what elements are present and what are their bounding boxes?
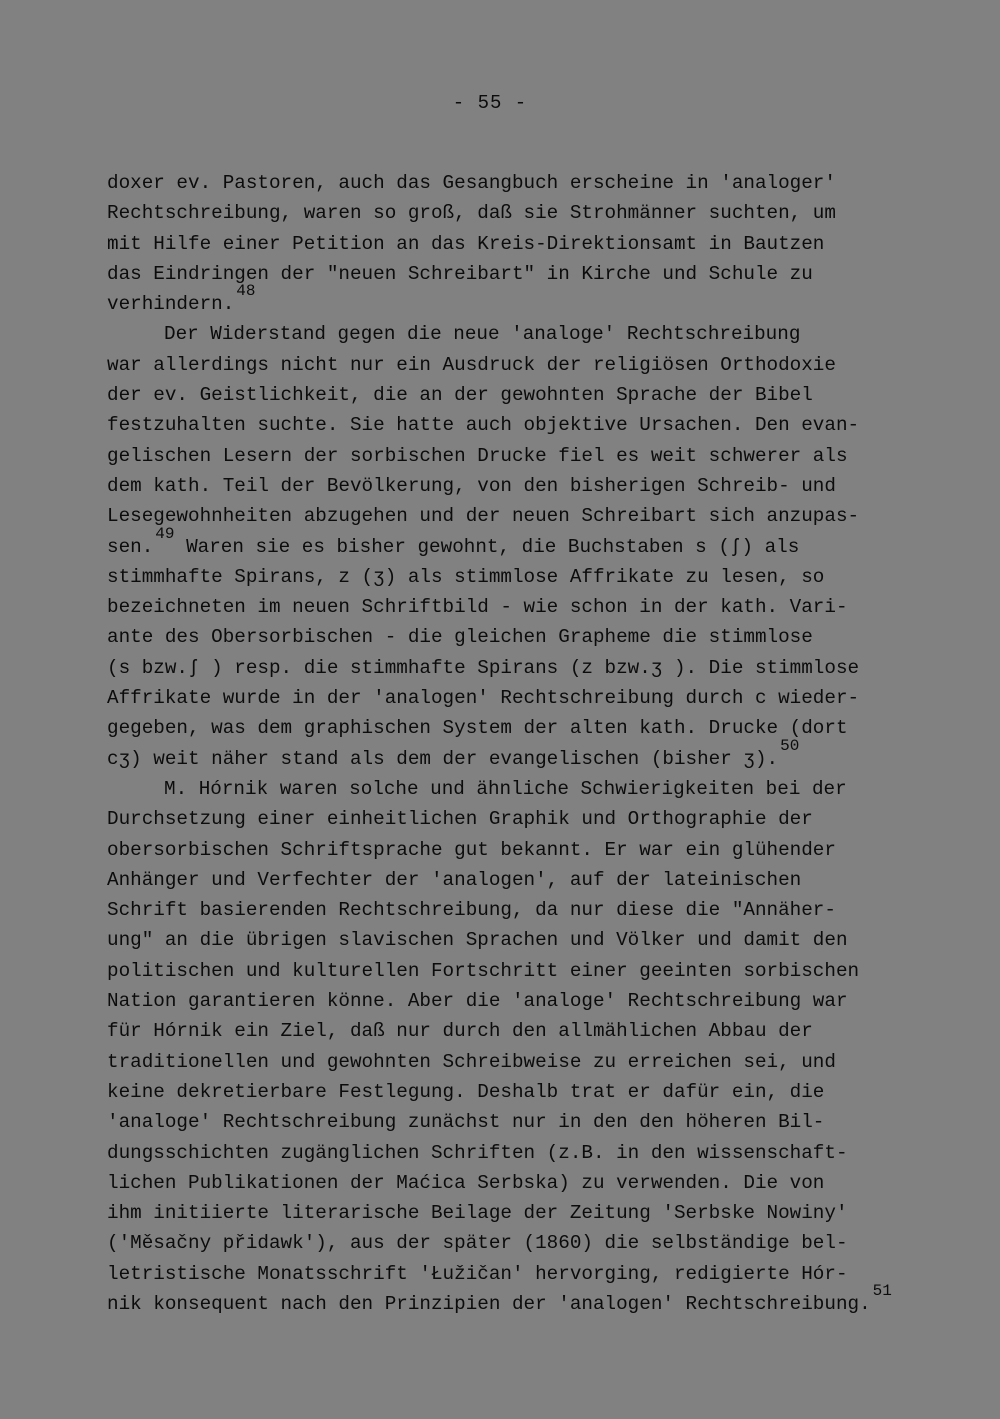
text-line: politischen und kulturellen Fortschritt einer geeinten sorbischen bbox=[107, 959, 860, 982]
text-line: gelischen Lesern der sorbischen Drucke fiel es weit schwerer als bbox=[107, 444, 848, 467]
text-line: (s bzw.ʃ ) resp. die stimmhafte Spirans (z bzw.ʒ ). Die stimmlose bbox=[107, 656, 860, 679]
text-line: lichen Publikationen der Maćica Serbska) zu verwenden. Die von bbox=[107, 1171, 825, 1194]
text-line: das Eindringen der "neuen Schreibart" in Kirche und Schule zu bbox=[107, 262, 813, 285]
text-line: ante des Obersorbischen - die gleichen Grapheme die stimmlose bbox=[107, 626, 813, 649]
text-line bbox=[107, 736, 907, 774]
text-line: traditionellen und gewohnten Schreibweise zu erreichen sei, und bbox=[107, 1050, 836, 1073]
text-segment: nik konsequent nach den Prinzipien der 'analogen' Rechtschreibung. bbox=[107, 1292, 871, 1315]
text-line: doxer ev. Pastoren, auch das Gesangbuch erscheine in 'analoger' bbox=[107, 172, 836, 194]
footnote-ref-48: 48 bbox=[236, 282, 256, 301]
text-line: stimmhafte Spirans, z (ʒ) als stimmlose Affrikate zu lesen, so bbox=[107, 565, 825, 588]
text-segment: Waren sie es bisher gewohnt, die Buchstaben s (ʃ) als bbox=[174, 535, 800, 558]
text-line: 'analoge' Rechtschreibung zunächst nur in den den höheren Bil- bbox=[107, 1111, 825, 1134]
text-line: dem kath. Teil der Bevölkerung, von den bisherigen Schreib- und bbox=[107, 474, 836, 497]
text-line: war allerdings nicht nur ein Ausdruck der religiösen Orthodoxie bbox=[107, 353, 836, 376]
text-line: M. Hórnik waren solche und ähnliche Schwierigkeiten bei der bbox=[164, 777, 847, 800]
text-line: bezeichneten im neuen Schriftbild - wie schon in der kath. Vari- bbox=[107, 596, 848, 619]
text-line bbox=[107, 282, 907, 319]
text-line: Rechtschreibung, waren so groß, daß sie Strohmänner suchten, um bbox=[107, 202, 836, 225]
text-line: ihm initiierte literarische Beilage der Zeitung 'Serbske Nowiny' bbox=[107, 1202, 848, 1225]
text-line: mit Hilfe einer Petition an das Kreis-Direktionsamt in Bautzen bbox=[107, 232, 825, 255]
text-line: für Hórnik ein Ziel, daß nur durch den allmählichen Abbau der bbox=[107, 1020, 813, 1043]
text-line: festzuhalten suchte. Sie hatte auch objektive Ursachen. Den evan- bbox=[107, 414, 860, 437]
text-line: ung" an die übrigen slavischen Sprachen und Völker und damit den bbox=[107, 929, 848, 952]
text-line: Nation garantieren könne. Aber die 'analoge' Rechtschreibung war bbox=[107, 990, 848, 1013]
footnote-ref-51: 51 bbox=[872, 1281, 892, 1300]
text-line: Anhänger und Verfechter der 'analogen', auf der lateinischen bbox=[107, 868, 802, 891]
text-line: letristische Monatsschrift 'Łužičan' hervorging, redigierte Hór- bbox=[107, 1262, 848, 1285]
text-line: dungsschichten zugänglichen Schriften (z.B. in den wissenschaft- bbox=[107, 1141, 848, 1164]
text-line: obersorbischen Schriftsprache gut bekannt. Er war ein glühender bbox=[107, 838, 836, 861]
text-line: Der Widerstand gegen die neue 'analoge' Rechtschreibung bbox=[164, 323, 801, 346]
body-text bbox=[107, 168, 907, 1319]
text-line: Lesegewohnheiten abzugehen und der neuen Schreibart sich anzupas- bbox=[107, 505, 860, 528]
text-line: keine dekretierbare Festlegung. Deshalb trat er dafür ein, die bbox=[107, 1080, 825, 1103]
text-segment: sen. bbox=[107, 535, 154, 558]
text-line: Affrikate wurde in der 'analogen' Rechtschreibung durch c wieder- bbox=[107, 687, 860, 710]
text-line: gegeben, was dem graphischen System der alten kath. Drucke (dort bbox=[107, 717, 848, 740]
footnote-ref-50: 50 bbox=[780, 736, 800, 755]
text-line: ('Měsačny přidawk'), aus der später (1860) die selbständige bel- bbox=[107, 1232, 848, 1255]
page-number: - 55 - bbox=[452, 92, 528, 114]
footnote-ref-49: 49 bbox=[155, 524, 175, 543]
text-line: Schrift basierenden Rechtschreibung, da nur diese die "Annäher- bbox=[107, 899, 836, 922]
text-line bbox=[107, 1281, 907, 1319]
text-line: der ev. Geistlichkeit, die an der gewohnten Sprache der Bibel bbox=[107, 384, 813, 407]
text-line bbox=[107, 524, 907, 562]
text-line: Durchsetzung einer einheitlichen Graphik und Orthographie der bbox=[107, 808, 813, 831]
text-segment: verhindern. bbox=[107, 293, 235, 316]
text-segment: cʒ) weit näher stand als dem der evangelischen (bisher ʒ). bbox=[107, 747, 779, 770]
